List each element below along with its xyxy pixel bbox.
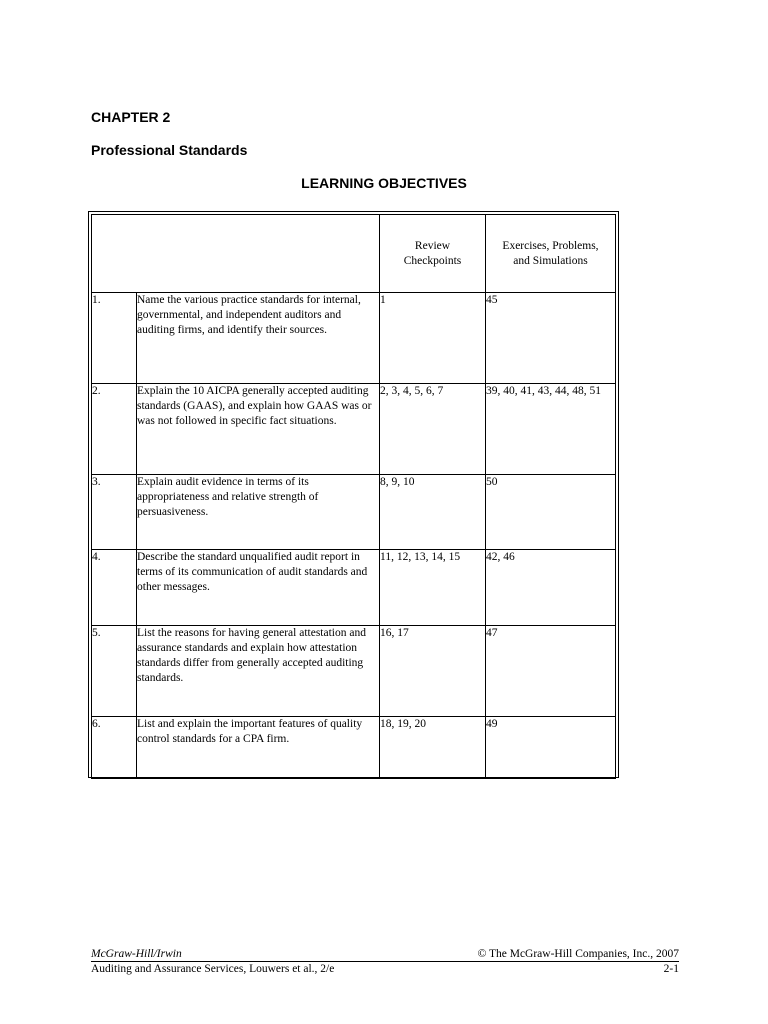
- review-checkpoints-cell: 2, 3, 4, 5, 6, 7: [380, 384, 486, 475]
- objectives-table-frame: [88, 211, 619, 778]
- section-title: LEARNING OBJECTIVES: [301, 175, 467, 191]
- footer-copyright: © The McGraw-Hill Companies, Inc., 2007: [477, 948, 679, 960]
- review-checkpoints-cell: 1: [380, 293, 486, 384]
- objective-description: Explain the 10 AICPA generally accepted auditing standards (GAAS), and explain how GAAS was or was not followed in specific fact situations.: [137, 384, 380, 475]
- table-row: [92, 626, 616, 717]
- footer-divider: [91, 961, 679, 962]
- header-exercises: [486, 215, 616, 293]
- review-checkpoints-cell: 11, 12, 13, 14, 15: [380, 550, 486, 626]
- objective-description: List and explain the important features of quality control standards for a CPA firm.: [137, 717, 380, 779]
- header-exercises-line1: Exercises, Problems,: [502, 239, 599, 252]
- review-checkpoints-cell: 18, 19, 20: [380, 717, 486, 779]
- review-checkpoints-cell: 16, 17: [380, 626, 486, 717]
- exercises-cell: 49: [486, 717, 616, 779]
- footer-publisher: McGraw-Hill/Irwin: [91, 948, 182, 960]
- header-review-line1: Review: [414, 239, 451, 252]
- footer-page-number: 2-1: [663, 963, 679, 975]
- exercises-cell: 47: [486, 626, 616, 717]
- review-checkpoints-cell: 8, 9, 10: [380, 475, 486, 550]
- header-review-line2: Checkpoints: [403, 254, 462, 267]
- exercises-cell: 39, 40, 41, 43, 44, 48, 51: [486, 384, 616, 475]
- objective-description: Describe the standard unqualified audit report in terms of its communication of audit standards and other messages.: [137, 550, 380, 626]
- objective-number: 6.: [92, 717, 137, 779]
- exercises-cell: 42, 46: [486, 550, 616, 626]
- objective-description: Name the various practice standards for internal, governmental, and independent auditors and auditing firms, and identify their sources.: [137, 293, 380, 384]
- objective-number: 2.: [92, 384, 137, 475]
- objectives-table: [91, 214, 616, 779]
- table-row: [92, 293, 616, 384]
- header-exercises-line2: and Simulations: [513, 254, 588, 267]
- objective-number: 5.: [92, 626, 137, 717]
- chapter-subtitle: Professional Standards: [91, 142, 248, 158]
- header-review-checkpoints: [380, 215, 486, 293]
- objective-description: Explain audit evidence in terms of its appropriateness and relative strength of persuasiveness.: [137, 475, 380, 550]
- table-row: [92, 717, 616, 779]
- chapter-heading: CHAPTER 2: [91, 109, 171, 125]
- exercises-cell: 50: [486, 475, 616, 550]
- objective-number: 4.: [92, 550, 137, 626]
- objective-number: 1.: [92, 293, 137, 384]
- table-header-row: [92, 215, 616, 293]
- footer-book-title: Auditing and Assurance Services, Louwers et al., 2/e: [91, 963, 335, 975]
- objective-description: List the reasons for having general attestation and assurance standards and explain how attestation standards differ from generally accepted auditing standards.: [137, 626, 380, 717]
- table-row: [92, 475, 616, 550]
- table-row: [92, 550, 616, 626]
- exercises-cell: 45: [486, 293, 616, 384]
- objective-number: 3.: [92, 475, 137, 550]
- header-blank-cell: [92, 215, 380, 293]
- table-row: [92, 384, 616, 475]
